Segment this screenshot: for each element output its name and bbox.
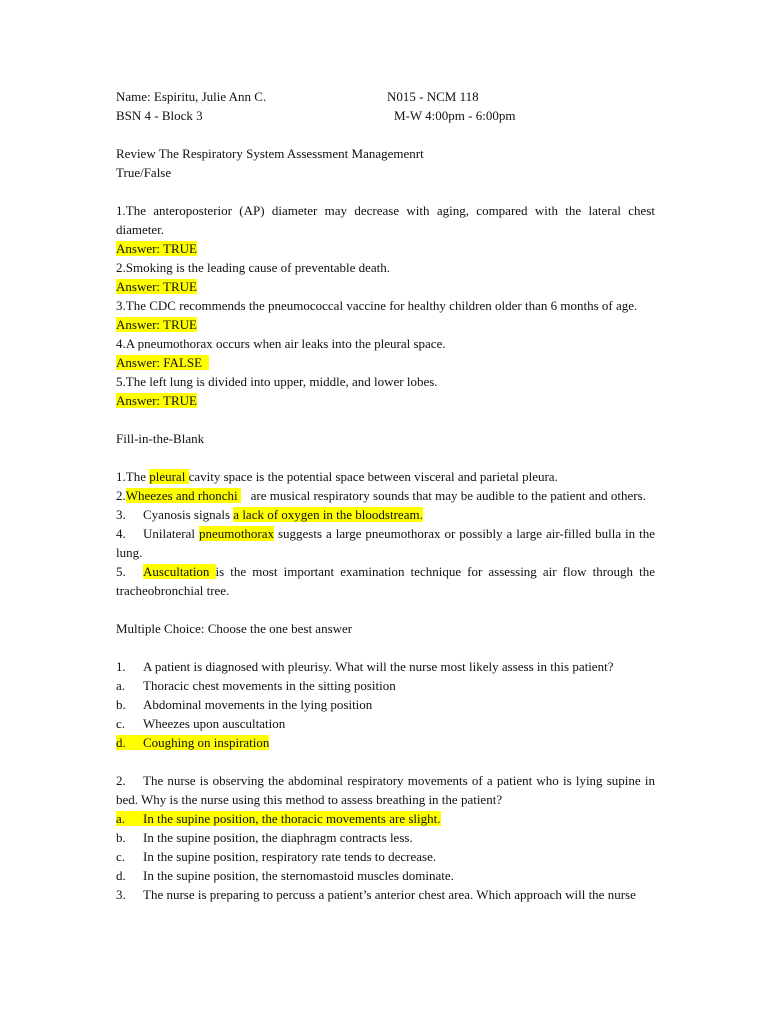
student-name: Name: Espiritu, Julie Ann C. [116,89,267,104]
fib-item-2: 2.Wheezes and rhonchi are musical respiratory sounds that may be audible to the patient and others. [116,488,646,503]
fib-answer-3: a lack of oxygen in the bloodstream. [233,507,423,522]
tf-question-2: 2.Smoking is the leading cause of preventable death. [116,260,391,275]
tf-answer-2: Answer: TRUE [116,279,198,294]
mc2-option-b: b. In the supine position, the diaphragm contracts less. [116,830,413,845]
mc1-option-c: c. Wheezes upon auscultation [116,716,286,731]
mc1-option-b: b. Abdominal movements in the lying position [116,697,373,712]
fill-blank-heading: Fill-in-the-Blank [116,431,205,446]
multiple-choice-heading: Multiple Choice: Choose the one best answer [116,621,353,636]
true-false-heading: True/False [116,165,172,180]
fib-answer-4: pneumothorax [198,526,275,541]
tf-question-1: 1.The anteroposterior (AP) diameter may decrease with aging, compared with the lateral chest diameter. [116,203,655,237]
block-label: BSN 4 - Block 3 [116,108,203,123]
header-line-1 [116,87,655,106]
tf-answer-3: Answer: TRUE [116,317,198,332]
mc-question-1: 1. A patient is diagnosed with pleurisy. What will the nurse most likely assess in this patient? [116,659,614,674]
tf-question-3: 3.The CDC recommends the pneumococcal vaccine for healthy children older than 6 months of age. [116,298,638,313]
fib-answer-2: Wheezes and rhonchi [125,488,241,503]
document-title: Review The Respiratory System Assessment Managemenrt [116,146,424,161]
fib-item-5: 5. Auscultation is the most important examination technique for assessing air flow through the tracheobronchial tree. [116,564,655,598]
mc2-correct-answer: In the supine position, the thoracic movements are slight. [143,811,441,826]
fib-answer-5: Auscultation [143,564,216,579]
tf-question-4: 4.A pneumothorax occurs when air leaks into the pleural space. [116,336,446,351]
course-code: N015 - NCM 118 [387,89,479,104]
mc2-option-c: c. In the supine position, respiratory rate tends to decrease. [116,849,437,864]
mc1-correct-answer: Coughing on inspiration [143,735,270,750]
fib-answer-1: pleural [149,469,189,484]
fib-item-3: 3. Cyanosis signals a lack of oxygen in the bloodstream. [116,507,423,522]
tf-answer-5: Answer: TRUE [116,393,198,408]
fib-item-4: 4. Unilateral pneumothorax suggests a large pneumothorax or possibly a large air-filled bulla in the lung. [116,526,655,560]
tf-answer-4: Answer: FALSE [116,355,209,370]
mc-question-2: 2. The nurse is observing the abdominal respiratory movements of a patient who is lying supine in bed. Why is the nurse using this method to assess breathing in the patient? [116,773,655,807]
mc-question-3: 3. The nurse is preparing to percuss a patient’s anterior chest area. Which approach will the nurse [116,887,636,902]
header-line-2 [116,106,655,125]
mc2-option-a: a. In the supine position, the thoracic movements are slight. [116,811,441,826]
mc1-option-a: a. Thoracic chest movements in the sitting position [116,678,396,693]
mc2-option-d: d. In the supine position, the sternomastoid muscles dominate. [116,868,454,883]
mc1-option-d: d. Coughing on inspiration [116,735,270,750]
tf-answer-1: Answer: TRUE [116,241,198,256]
fib-item-1: 1.The pleural cavity space is the potential space between visceral and parietal pleura. [116,469,558,484]
schedule-label: M-W 4:00pm - 6:00pm [394,108,516,123]
tf-question-5: 5.The left lung is divided into upper, middle, and lower lobes. [116,374,438,389]
document-page [116,87,655,904]
